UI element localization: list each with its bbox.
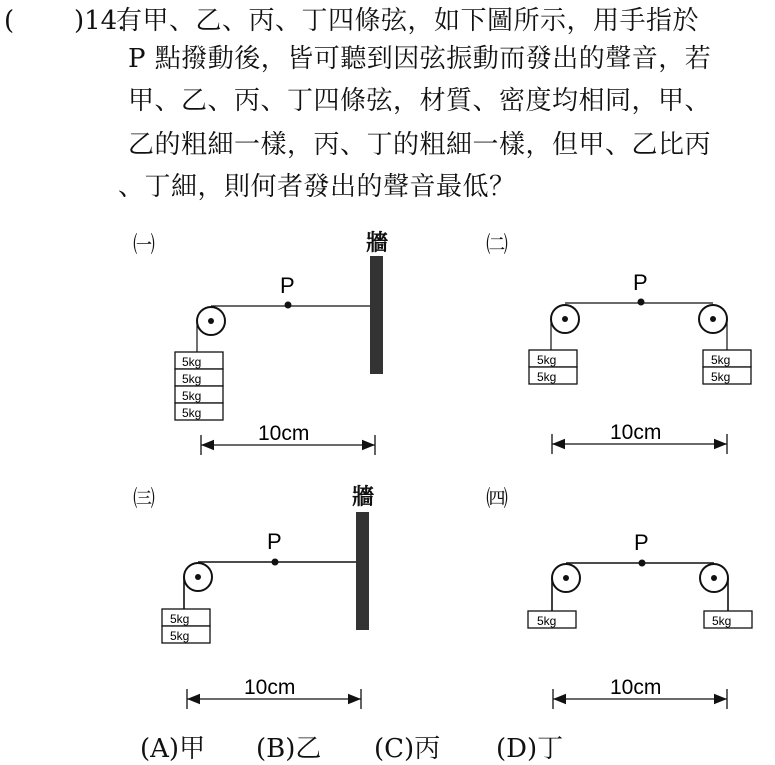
length-label-yi: 10cm: [610, 421, 662, 444]
question-paren: (: [4, 6, 15, 36]
point-p-yi: [638, 299, 645, 306]
panel-label-ding: ㈣: [486, 487, 509, 512]
option-c[interactable]: [374, 728, 440, 765]
weight-label: 5kg: [711, 370, 731, 384]
question-line-2: P 點撥動後，皆可聽到因弦振動而發出的聲音，若: [128, 44, 712, 74]
weights-jia: [175, 352, 223, 420]
option-key: (A): [140, 734, 180, 764]
pulley-axle: [711, 575, 717, 581]
weight-label: 5kg: [170, 612, 190, 626]
weights-bing: [162, 609, 210, 643]
panel-yi: [529, 270, 751, 454]
wall-jia: [370, 256, 383, 374]
panel-label-yi: ㈡: [486, 233, 509, 258]
option-key: (B): [256, 734, 296, 764]
point-p-label-ding: P: [634, 530, 649, 555]
question-line-3: 甲、乙、丙、丁四條弦，材質、密度均相同，甲、: [128, 86, 712, 116]
point-p-label-jia: P: [280, 273, 295, 298]
option-text: 甲: [179, 734, 206, 764]
pulley-axle: [563, 575, 569, 581]
weight-label: 5kg: [537, 370, 557, 384]
point-p-label-bing: P: [267, 529, 282, 554]
weight-label: 5kg: [711, 353, 731, 367]
pulley-axle-jia: [208, 318, 214, 324]
wall-label-bing: 牆: [352, 484, 375, 510]
question-number: )14.: [74, 6, 126, 36]
point-p-ding: [639, 560, 646, 567]
question-line-5: 、丁細，則何者發出的聲音最低？: [118, 172, 516, 202]
length-label-ding: 10cm: [610, 676, 662, 699]
question-line-4: 乙的粗細一樣，丙、丁的粗細一樣，但甲、乙比丙: [128, 130, 712, 160]
weights-ding-right: [704, 611, 752, 628]
pulley-axle: [710, 316, 716, 322]
weight-label: 5kg: [537, 614, 557, 628]
panel-label-jia: ㈠: [133, 233, 156, 258]
option-b[interactable]: [256, 728, 321, 765]
point-p-jia: [285, 302, 292, 309]
weight-label: 5kg: [182, 355, 202, 369]
weight-label: 5kg: [170, 629, 190, 643]
weights-ding-left: [528, 611, 576, 628]
option-key: (D): [496, 734, 538, 764]
weight-label: 5kg: [182, 389, 202, 403]
point-p-label-yi: P: [633, 270, 648, 295]
panel-label-bing: ㈢: [133, 487, 156, 512]
weight-label: 5kg: [712, 614, 732, 628]
length-label-jia: 10cm: [258, 422, 310, 445]
weights-yi-left: [529, 350, 577, 384]
option-d[interactable]: [496, 728, 563, 765]
length-label-bing: 10cm: [244, 676, 296, 699]
weight-label: 5kg: [182, 406, 202, 420]
option-text: 乙: [295, 734, 322, 764]
weights-yi-right: [703, 350, 751, 384]
pulley-axle: [195, 574, 201, 580]
weight-label: 5kg: [537, 353, 557, 367]
question-line-1: 有甲、乙、丙、丁四條弦，如下圖所示，用手指於: [116, 6, 700, 36]
panel-jia: [175, 256, 383, 455]
panel-ding: [528, 530, 752, 709]
point-p-bing: [272, 559, 279, 566]
weight-label: 5kg: [182, 372, 202, 386]
panel-bing: [162, 512, 369, 709]
wall-label-jia: 牆: [366, 230, 389, 256]
option-text: 丙: [414, 734, 441, 764]
option-a[interactable]: [140, 728, 205, 765]
option-text: 丁: [537, 734, 564, 764]
pulley-axle: [562, 316, 568, 322]
wall-bing: [356, 512, 369, 630]
option-key: (C): [374, 734, 415, 764]
